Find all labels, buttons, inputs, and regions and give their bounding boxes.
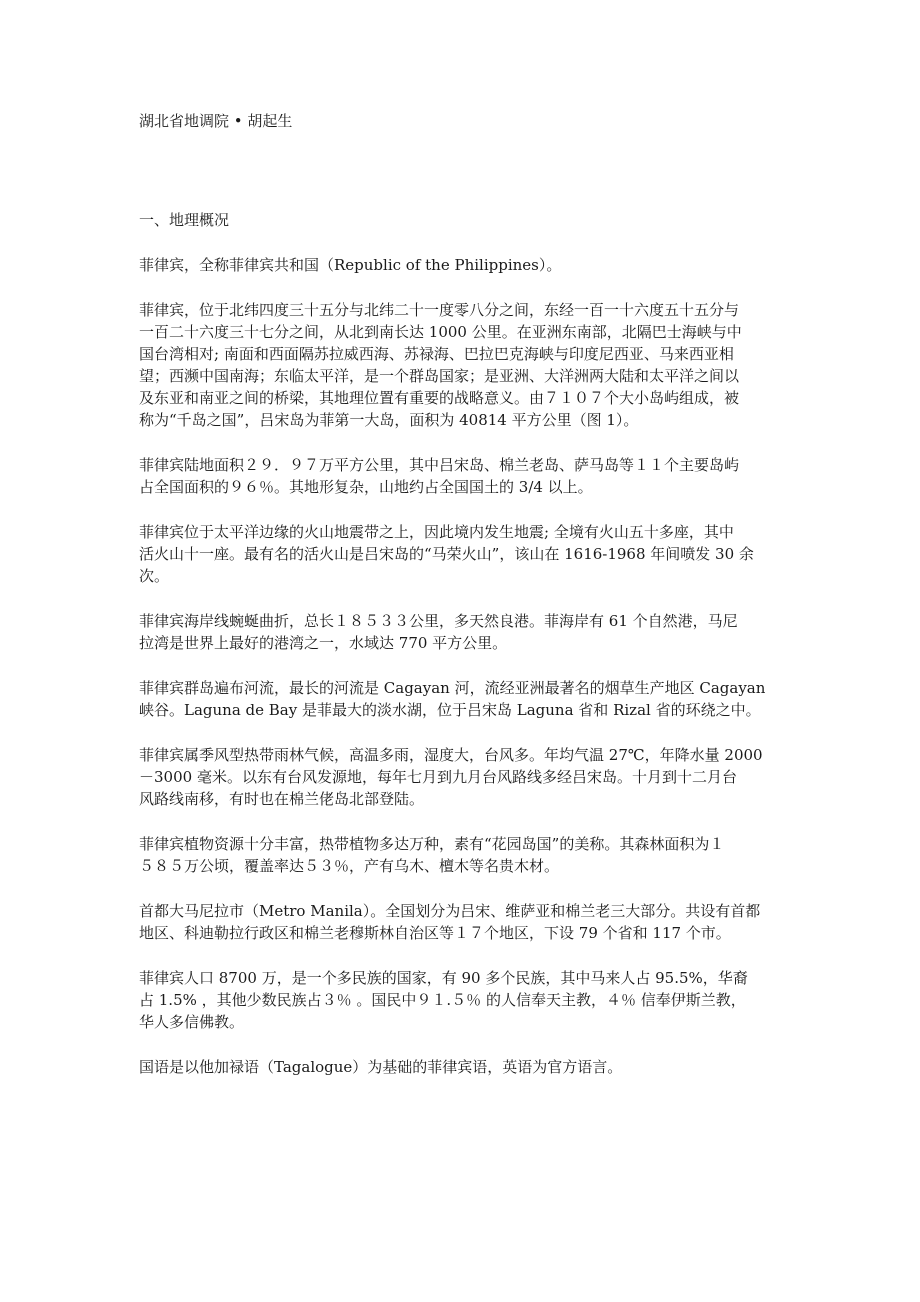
paragraph-line: 菲律宾，位于北纬四度三十五分与北纬二十一度零八分之间，东经一百一十六度五十五分与: [139, 301, 740, 319]
paragraph: [139, 1056, 783, 1078]
paragraph-line: 称为“千岛之国”，吕宋岛为菲第一大岛，面积为 40814 平方公里（图 1）。: [139, 411, 639, 429]
body-paragraphs: [139, 254, 783, 1078]
paragraph-line: 拉湾是世界上最好的港湾之一，水域达 770 平方公里。: [139, 634, 508, 652]
paragraph-line: 菲律宾植物资源十分丰富，热带植物多达万种，素有“花园岛国”的美称。其森林面积为１: [139, 835, 725, 853]
paragraph-line: 及东亚和南亚之间的桥梁，其地理位置有重要的战略意义。由７１０７个大小岛屿组成，被: [139, 389, 740, 407]
paragraph-line: 菲律宾，全称菲律宾共和国（Republic of the Philippines）。: [139, 256, 562, 274]
paragraph: [139, 254, 783, 276]
paragraph-line: 国台湾相对; 南面和西面隔苏拉威西海、苏禄海、巴拉巴克海峡与印度尼西亚、马来西亚相: [139, 345, 734, 363]
paragraph-line: 地区、科迪勒拉行政区和棉兰老穆斯林自治区等１７个地区，下设 79 个省和 117 个市。: [139, 924, 731, 942]
paragraph-line: 次。: [139, 567, 170, 585]
paragraph-line: －3000 毫米。以东有台风发源地，每年七月到九月台风路线多经吕宋岛。十月到十二月台: [139, 768, 737, 786]
paragraph: [139, 677, 783, 721]
author-line: 湖北省地调院 • 胡起生: [139, 112, 293, 130]
paragraph-line: 菲律宾海岸线蜿蜒曲折，总长１８５３３公里，多天然良港。菲海岸有 61 个自然港，马尼: [139, 612, 738, 630]
paragraph: [139, 610, 783, 654]
paragraph-line: 菲律宾属季风型热带雨林气候，高温多雨，湿度大，台风多。年均气温 27℃，年降水量 2000: [139, 746, 763, 764]
paragraph-line: 峡谷。Laguna de Bay 是菲最大的淡水湖，位于吕宋岛 Laguna 省和 Rizal 省的环绕之中。: [139, 701, 761, 719]
paragraph-line: 华人多信佛教。: [139, 1013, 245, 1031]
paragraph-line: 望；西濒中国南海；东临太平洋，是一个群岛国家；是亚洲、大洋洲两大陆和太平洋之间以: [139, 367, 740, 385]
paragraph-line: 菲律宾群岛遍布河流，最长的河流是 Cagayan 河，流经亚洲最著名的烟草生产地区 Cagayan: [139, 679, 766, 697]
paragraph: [139, 521, 783, 587]
paragraph-line: ５８５万公顷，覆盖率达５３％，产有乌木、檀木等名贵木材。: [139, 857, 560, 875]
paragraph: [139, 900, 783, 944]
paragraph-line: 国语是以他加禄语（Tagalogue）为基础的菲律宾语，英语为官方语言。: [139, 1058, 623, 1076]
paragraph-line: 菲律宾位于太平洋边缘的火山地震带之上，因此境内发生地震; 全境有火山五十多座，其中: [139, 523, 734, 541]
paragraph-line: 风路线南移，有时也在棉兰佬岛北部登陆。: [139, 790, 425, 808]
paragraph-line: 占全国面积的９６％。其地形复杂，山地约占全国国土的 3/4 以上。: [139, 478, 593, 496]
paragraph-line: 菲律宾陆地面积２９．９７万平方公里，其中吕宋岛、棉兰老岛、萨马岛等１１个主要岛屿: [139, 456, 740, 474]
paragraph-line: 活火山十一座。最有名的活火山是吕宋岛的“马荣火山”，该山在 1616-1968 年间喷发 30 余: [139, 545, 754, 563]
paragraph-line: 首都大马尼拉市（Metro Manila）。全国划分为吕宋、维萨亚和棉兰老三大部分。共设有首都: [139, 902, 761, 920]
paragraph: [139, 299, 783, 431]
paragraph: [139, 833, 783, 877]
section-title: 一、地理概况: [139, 211, 230, 229]
paragraph-line: 占 1.5% ，其他少数民族占３％ 。国民中９１.５％ 的人信奉天主教，４％ 信奉伊斯兰教，: [139, 991, 746, 1009]
paragraph-line: 菲律宾人口 8700 万，是一个多民族的国家，有 90 多个民族，其中马来人占 95.5%，华裔: [139, 969, 748, 987]
paragraph: [139, 967, 783, 1033]
paragraph-line: 一百二十六度三十七分之间，从北到南长达 1000 公里。在亚洲东南部，北隔巴士海峡与中: [139, 323, 742, 341]
paragraph: [139, 744, 783, 810]
paragraph: [139, 454, 783, 498]
document-page: [139, 110, 783, 1101]
